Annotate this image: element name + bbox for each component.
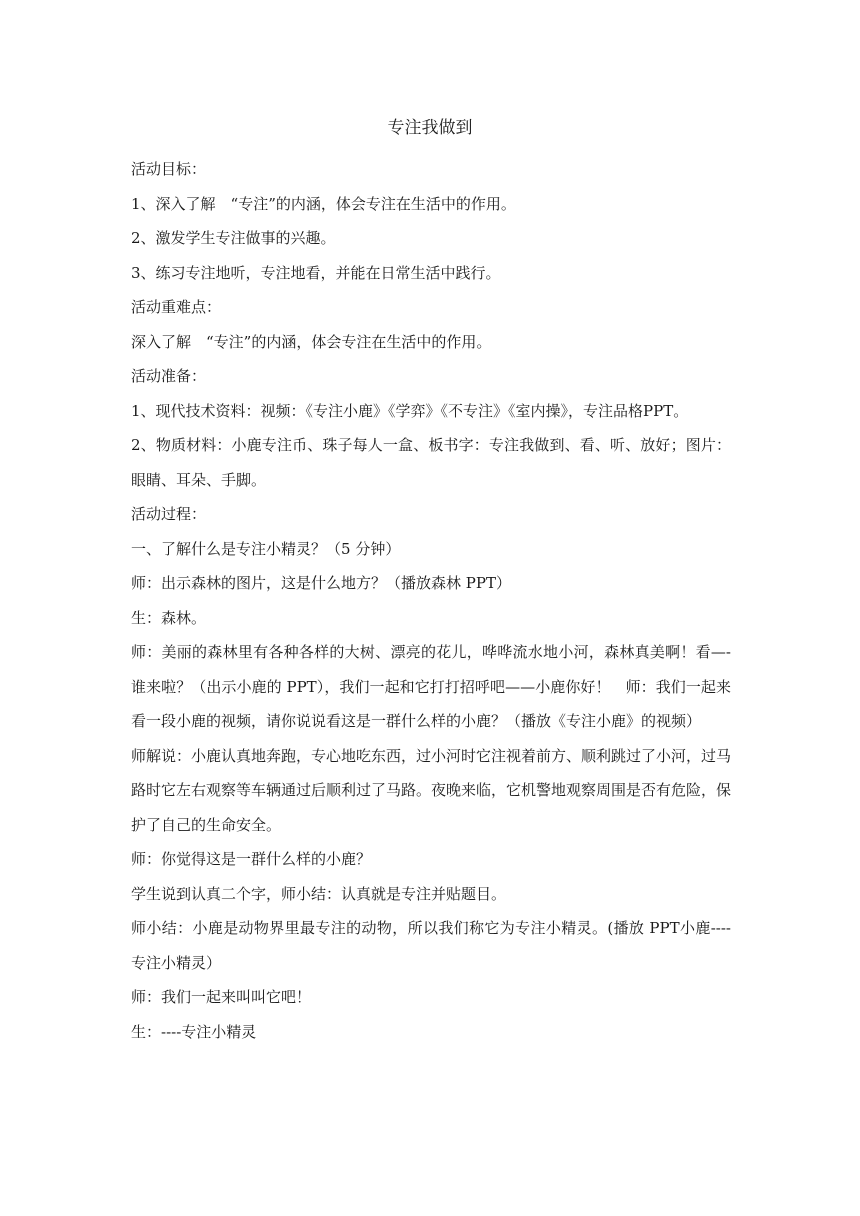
- dialogue-line: 师：你觉得这是一群什么样的小鹿？: [131, 850, 372, 868]
- preparation-item-1: 1、现代技术资料：视频：《专注小鹿》《学弈》《不专注》《室内操》，专注品格PPT。: [131, 401, 689, 420]
- dialogue-line: 学生说到认真二个字，师小结：认真就是专注并贴题目。: [131, 884, 507, 903]
- preparation-item-2: 2、物质材料：小鹿专注币、珠子每人一盒、板书字：专注我做到、看、听、放好；图片：眼睛、耳朵、手脚。: [131, 436, 731, 489]
- dialogue-line: 师小结：小鹿是动物界里最专注的动物，所以我们称它为专注小精灵。(播放 PPT小鹿----专注小精灵）: [131, 919, 731, 972]
- dialogue-line: 生：森林。: [131, 608, 207, 627]
- document-body: [131, 152, 731, 1049]
- process-step-1-heading: 一、了解什么是专注小精灵？（5 分钟）: [131, 539, 401, 558]
- dialogue-line: 生：----专注小精灵: [131, 1022, 257, 1041]
- section-heading-goals: 活动目标：: [131, 160, 207, 178]
- dialogue-line: 师：美丽的森林里有各种各样的大树、漂亮的花儿，哗哗流水地小河，森林真美啊！看—-谁来啦？（出示小鹿的 PPT），我们一起和它打打招呼吧——小鹿你好！ 师：我们一起来看一段小鹿的视频，请你说说看这是一群什么样的小鹿？（播放《专注小鹿》的视频）: [131, 643, 731, 730]
- section-heading-preparation: 活动准备：: [131, 367, 207, 385]
- goal-item-1: 1、深入了解 “专注”的内涵，体会专注在生活中的作用。: [131, 194, 516, 213]
- dialogue-line: 师解说：小鹿认真地奔跑，专心地吃东西，过小河时它注视着前方、顺利跳过了小河，过马路时它左右观察等车辆通过后顺利过了马路。夜晚来临，它机警地观察周围是否有危险，保护了自己的生命安全。: [131, 746, 732, 834]
- dialogue-line: 师：我们一起来叫叫它吧！: [131, 988, 312, 1006]
- section-heading-key-points: 活动重难点：: [131, 298, 222, 316]
- document-title: 专注我做到: [387, 118, 473, 138]
- section-heading-process: 活动过程：: [131, 505, 207, 523]
- key-point-text: 深入了解 “专注”的内涵，体会专注在生活中的作用。: [131, 332, 492, 351]
- dialogue-line: 师：出示森林的图片，这是什么地方？（播放森林 PPT）: [131, 574, 511, 592]
- goal-item-2: 2、激发学生专注做事的兴趣。: [131, 229, 336, 247]
- goal-item-3: 3、练习专注地听，专注地看，并能在日常生活中践行。: [131, 263, 501, 282]
